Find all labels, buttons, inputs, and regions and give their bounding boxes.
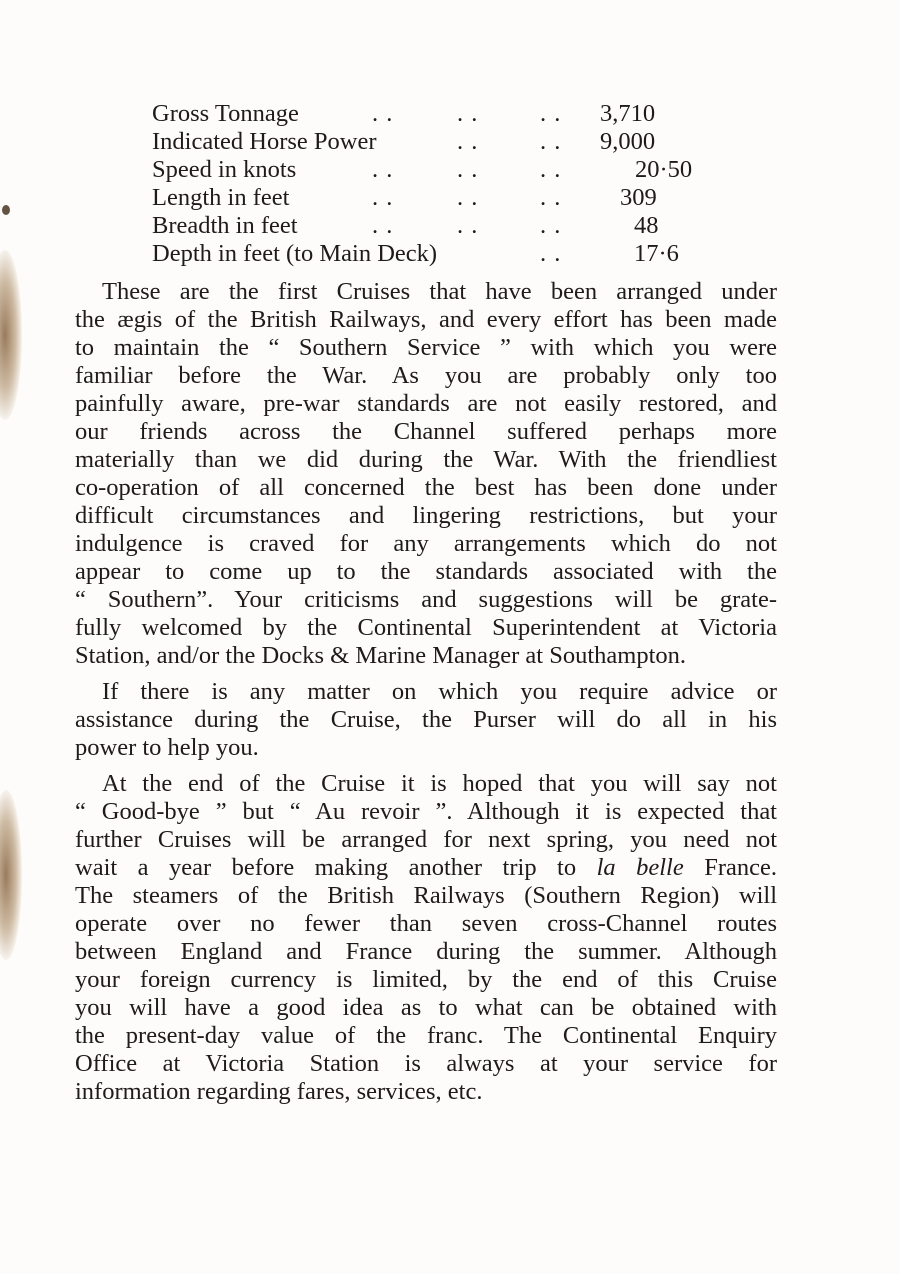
- text-line: If there is any matter on which you require advice or: [102, 678, 777, 705]
- text-line: co-operation of all concerned the best has been done under: [75, 474, 777, 501]
- text-line: you will have a good idea as to what can be obtained with: [75, 994, 777, 1021]
- text-line: our friends across the Channel suffered perhaps more: [75, 418, 777, 445]
- ink-spot: [2, 205, 10, 215]
- leader-dots: . .: [540, 156, 562, 183]
- text-line: to maintain the “ Southern Service ” with which you were: [75, 334, 777, 361]
- text-line: further Cruises will be arranged for next spring, you need not: [75, 826, 777, 853]
- leader-dots: . .: [457, 184, 479, 211]
- text-line: Office at Victoria Station is always at your service for: [75, 1050, 777, 1077]
- leader-dots: . .: [457, 156, 479, 183]
- spec-label: Indicated Horse Power: [152, 128, 377, 155]
- spec-label: Gross Tonnage: [152, 100, 299, 127]
- text-line: fully welcomed by the Continental Superintendent at Victoria: [75, 614, 777, 641]
- leader-dots: . .: [372, 100, 394, 127]
- text-line: Station, and/or the Docks & Marine Manager at Southampton.: [75, 642, 687, 669]
- spec-row: [152, 100, 712, 128]
- spec-label: Speed in knots: [152, 156, 297, 183]
- spec-value: 48: [634, 212, 659, 239]
- text-line: “ Southern”. Your criticisms and suggestions will be grate-: [75, 586, 777, 613]
- spec-value: 17·6: [634, 240, 679, 267]
- spec-row: [152, 128, 712, 156]
- spec-value: 20·50: [635, 156, 693, 183]
- leader-dots: . .: [372, 156, 394, 183]
- leader-dots: . .: [540, 184, 562, 211]
- spec-value: 3,710: [600, 100, 656, 127]
- spec-row: [152, 156, 712, 184]
- text-line: indulgence is craved for any arrangements which do not: [75, 530, 777, 557]
- leader-dots: . .: [540, 100, 562, 127]
- spec-row: [152, 212, 712, 240]
- paragraph: [75, 278, 777, 670]
- leader-dots: . .: [540, 240, 562, 267]
- text-line: your foreign currency is limited, by the end of this Cruise: [75, 966, 777, 993]
- text-line: the present-day value of the franc. The Continental Enquiry: [75, 1022, 777, 1049]
- stain-mark: [0, 250, 22, 420]
- spec-label: Depth in feet (to Main Deck): [152, 240, 438, 267]
- leader-dots: . .: [457, 212, 479, 239]
- leader-dots: . .: [540, 212, 562, 239]
- leader-dots: . .: [457, 100, 479, 127]
- text-line: difficult circumstances and lingering restrictions, but your: [75, 502, 777, 529]
- text-line: familiar before the War. As you are probably only too: [75, 362, 777, 389]
- spec-value: 9,000: [600, 128, 656, 155]
- text-line: assistance during the Cruise, the Purser will do all in his: [75, 706, 777, 733]
- text-line: information regarding fares, services, etc.: [75, 1078, 483, 1105]
- spec-label: Length in feet: [152, 184, 290, 211]
- spec-row: [152, 184, 712, 212]
- stain-mark: [0, 790, 22, 960]
- text-run: France.: [683, 854, 778, 881]
- body-text: [75, 278, 777, 1114]
- text-line: appear to come up to the standards associated with the: [75, 558, 777, 585]
- leader-dots: . .: [540, 128, 562, 155]
- spec-value: 309: [620, 184, 657, 211]
- text-line: The steamers of the British Railways (Southern Region) will: [75, 882, 777, 909]
- text-line: These are the first Cruises that have been arranged under: [102, 278, 777, 305]
- ship-specifications: [152, 100, 712, 268]
- text-line: At the end of the Cruise it is hoped that you will say not: [102, 770, 777, 797]
- spec-row: [152, 240, 712, 268]
- text-line: power to help you.: [75, 734, 259, 761]
- leader-dots: . .: [457, 128, 479, 155]
- text-run: wait a year before making another trip to: [75, 854, 597, 881]
- text-line: between England and France during the summer. Although: [75, 938, 777, 965]
- leader-dots: . .: [372, 212, 394, 239]
- text-line: the ægis of the British Railways, and every effort has been made: [75, 306, 777, 333]
- paragraph: [75, 678, 777, 762]
- text-line: [75, 854, 777, 882]
- spec-label: Breadth in feet: [152, 212, 298, 239]
- paragraph: [75, 770, 777, 1106]
- leader-dots: . .: [372, 184, 394, 211]
- italic-text: la belle: [596, 854, 684, 881]
- text-line: “ Good-bye ” but “ Au revoir ”. Although it is expected that: [75, 798, 777, 825]
- text-line: painfully aware, pre-war standards are not easily restored, and: [75, 390, 777, 417]
- text-line: materially than we did during the War. With the friendliest: [75, 446, 777, 473]
- text-line: operate over no fewer than seven cross-Channel routes: [75, 910, 777, 937]
